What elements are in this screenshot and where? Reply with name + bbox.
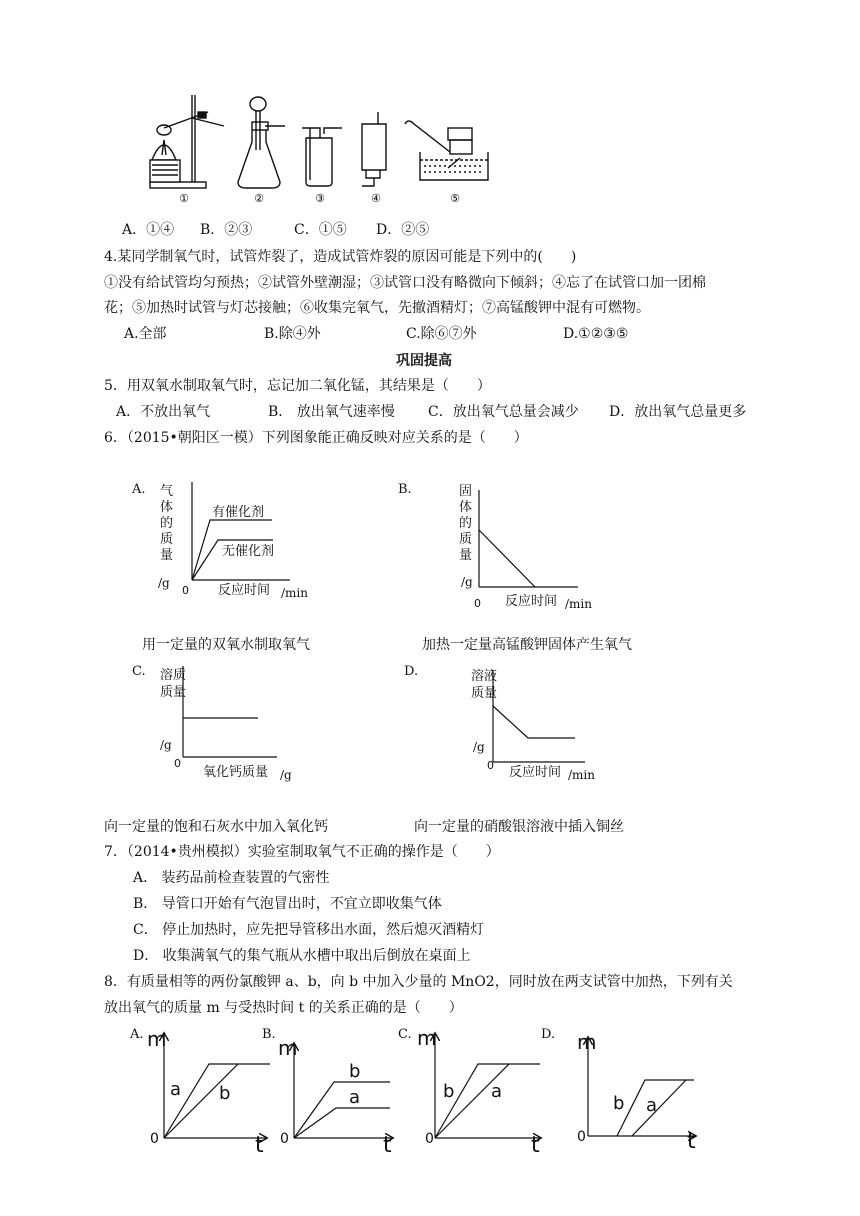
apparatus-label-1: ① — [179, 192, 189, 205]
q4-stem: 4.某同学制氧气时，试管炸裂了，造成试管炸裂的原因可能是下列中的( ) — [104, 249, 577, 265]
q8-graph-c-ylabel: m — [417, 1026, 437, 1050]
q5-option-d: D．放出氧气总量更多 — [609, 404, 747, 420]
q6-graph-c-yunit: /g — [160, 738, 172, 752]
q8-graph-d-curve-label-2: a — [646, 1095, 658, 1116]
q6-graph-a-letter: A. — [132, 482, 146, 497]
q8-graph-c-xlabel: t — [531, 1133, 540, 1158]
q6-graph-c-letter: C. — [132, 664, 146, 679]
q6-graph-c-xunit: /g — [280, 768, 292, 782]
q4-line1: ①没有给试管均匀预热；②试管外壁潮湿；③试管口没有略微向下倾斜；④忘了在试管口加一团棉 — [104, 275, 706, 291]
q6-graph-d-letter: D. — [404, 664, 419, 679]
q8-graph-b-curve-label-2: a — [349, 1087, 361, 1108]
q6-stem: 6．（2015•朝阳区一模）下列图象能正确反映对应关系的是（ ） — [104, 430, 528, 446]
q8-graph-a-letter: A. — [130, 1027, 144, 1042]
apparatus-label-2: ② — [254, 192, 264, 205]
q8-graph-d-plot — [588, 1038, 695, 1136]
q4-option-b: B.除④外 — [264, 326, 321, 342]
q6-graph-c-ylabel: 溶质 质量 — [160, 668, 187, 700]
q8-graph-a-plot — [164, 1034, 270, 1138]
q6-graph-a-yunit: /g — [158, 576, 170, 590]
q8-graph-c-plot — [435, 1034, 540, 1138]
q6-graph-b-ylabel: 固 体 的 质 量 — [459, 484, 473, 563]
q6-graph-d-origin: 0 — [487, 759, 494, 772]
q6-graph-a-xunit: /min — [281, 586, 308, 600]
apparatus-label-5: ⑤ — [450, 192, 460, 205]
q8-graph-d-curve-label-1: b — [613, 1093, 625, 1114]
q6-graph-b-yunit: /g — [461, 575, 473, 589]
q4-option-a: A.全部 — [124, 326, 167, 342]
q6-graph-d-ylabel: 溶液 质量 — [471, 669, 498, 701]
q6-graph-b-xunit: /min — [565, 597, 592, 611]
q8-graph-b-letter: B. — [262, 1027, 276, 1042]
section-title: 巩固提高 — [396, 353, 452, 369]
q6-graph-b-caption: 加热一定量高锰酸钾固体产生氧气 — [422, 637, 632, 653]
q8-graph-d-xlabel: t — [687, 1129, 696, 1154]
q6-graph-a-caption: 用一定量的双氧水制取氧气 — [142, 637, 310, 653]
q8-graph-b-origin: 0 — [280, 1131, 289, 1147]
q6-graph-a-curve-label-1: 有催化剂 — [212, 505, 265, 520]
q8-graph-c-origin: 0 — [425, 1131, 434, 1147]
q3-option-c: C．①⑤ — [294, 222, 347, 238]
q8-line2: 放出氧气的质量 m 与受热时间 t 的关系正确的是（ ） — [104, 1000, 463, 1016]
q8-graph-d-ylabel: m — [577, 1030, 597, 1054]
q8-graph-b-ylabel: m — [278, 1036, 298, 1060]
q6-graph-b-origin: 0 — [474, 597, 481, 610]
q6-graph-c-caption: 向一定量的饱和石灰水中加入氧化钙 — [104, 819, 328, 835]
q7-stem: 7．（2014•贵州模拟）实验室制取氧气不正确的操作是（ ） — [104, 844, 500, 860]
q6-graph-d-xunit: /min — [568, 768, 595, 782]
q8-graph-b-plot — [294, 1044, 392, 1138]
apparatus-label-3: ③ — [315, 192, 325, 205]
q8-graph-a-origin: 0 — [150, 1131, 159, 1147]
q6-graph-d-caption: 向一定量的硝酸银溶液中插入铜丝 — [414, 819, 624, 835]
q3-option-b: B．②③ — [200, 222, 253, 238]
q6-graph-a-curve-label-2: 无催化剂 — [222, 544, 275, 559]
q6-graph-a-xlabel: 反应时间 — [218, 583, 271, 598]
q8-line1: 8．有质量相等的两份氯酸钾 a、b，向 b 中加入少量的 MnO2，同时放在两支试管中加热，下列有关 — [104, 974, 733, 990]
q8-graph-b-xlabel: t — [383, 1133, 392, 1158]
q6-graph-b-letter: B. — [398, 482, 412, 497]
q7-option-c: C． 停止加热时，应先把导管移出水面，然后熄灭酒精灯 — [133, 922, 485, 938]
q6-graph-a-origin: 0 — [182, 584, 189, 597]
q4-option-c: C.除⑥⑦外 — [406, 326, 477, 342]
q8-graph-a-curve-label-2: b — [219, 1083, 231, 1104]
q8-graph-c-curve-label-1: b — [443, 1081, 455, 1102]
q5-option-a: A．不放出氧气 — [116, 404, 211, 420]
q8-graph-d-letter: D. — [541, 1027, 556, 1042]
q6-graph-b-xlabel: 反应时间 — [505, 594, 558, 609]
q4-option-d: D.①②③⑤ — [563, 326, 629, 342]
q8-graph-a-ylabel: m — [147, 1027, 167, 1051]
q5-option-b: B． 放出氧气速率慢 — [268, 404, 395, 420]
q8-graph-a-xlabel: t — [255, 1133, 264, 1158]
q6-graph-d-xlabel: 反应时间 — [509, 765, 562, 780]
q7-option-a: A． 装药品前检查装置的气密性 — [133, 870, 330, 886]
q5-stem: 5．用双氧水制取氧气时，忘记加二氧化锰，其结果是（ ） — [104, 378, 491, 394]
q8-graph-a-curve-label-1: a — [170, 1079, 182, 1100]
apparatus-label-4: ④ — [371, 192, 381, 205]
q5-option-c: C．放出氧气总量会减少 — [428, 404, 579, 420]
q8-graph-c-letter: C. — [398, 1027, 412, 1042]
q6-graph-d-yunit: /g — [473, 740, 485, 754]
q3-option-a: A．①④ — [122, 222, 175, 238]
q6-graph-c-xlabel: 氧化钙质量 — [203, 765, 269, 780]
q6-graph-a-ylabel: 气 体 的 质 量 — [160, 484, 174, 563]
q7-option-b: B． 导管口开始有气泡冒出时，不宜立即收集气体 — [133, 896, 442, 912]
q7-option-d: D． 收集满氧气的集气瓶从水槽中取出后倒放在桌面上 — [133, 948, 471, 964]
q8-graph-c-curve-label-2: a — [491, 1081, 503, 1102]
q8-graph-b-curve-label-1: b — [349, 1061, 361, 1082]
q4-line2: 花；⑤加热时试管与灯芯接触；⑥收集完氧气，先撤酒精灯；⑦高锰酸钾中混有可燃物。 — [104, 300, 650, 316]
q3-option-d: D．②⑤ — [376, 222, 430, 238]
q8-graph-d-origin: 0 — [577, 1129, 586, 1145]
q6-graph-c-origin: 0 — [174, 757, 181, 770]
